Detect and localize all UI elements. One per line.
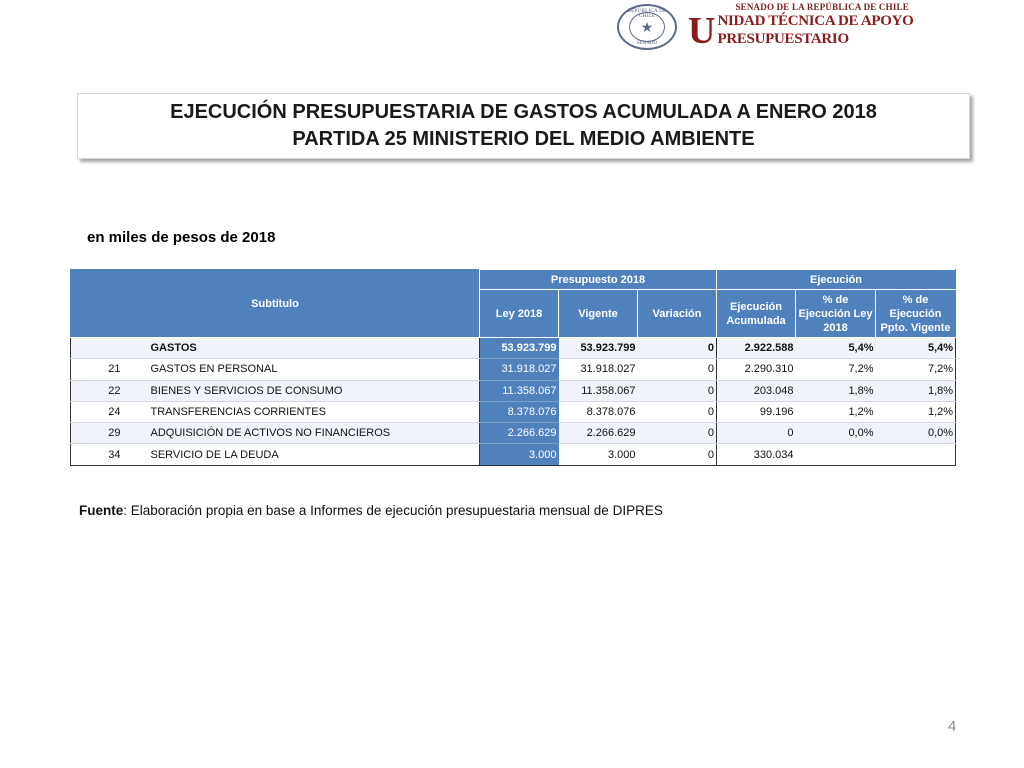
row-name: ADQUISICIÓN DE ACTIVOS NO FINANCIEROS	[146, 423, 480, 444]
row-name: TRANSFERENCIAS CORRIENTES	[146, 401, 480, 422]
row-ley: 3.000	[480, 444, 559, 465]
row-pct-ley: 7,2%	[796, 359, 876, 380]
seal-text-bottom: SENADO	[636, 41, 658, 46]
row-ejecucion-acumulada: 330.034	[717, 444, 796, 465]
row-ejecucion-acumulada: 99.196	[717, 401, 796, 422]
header-ejecucion-acumulada: Ejecución Acumulada	[717, 290, 796, 338]
table-row	[71, 401, 956, 422]
row-code: 34	[71, 444, 146, 465]
row-pct-vigente: 5,4%	[876, 338, 956, 359]
row-ejecucion-acumulada: 2.290.310	[717, 359, 796, 380]
title-box	[77, 93, 970, 159]
brand-logo	[688, 2, 1024, 52]
row-ley: 53.923.799	[480, 338, 559, 359]
star-icon: ★	[629, 12, 665, 42]
row-variacion: 0	[638, 338, 717, 359]
header-variacion: Variación	[638, 290, 717, 338]
row-pct-ley	[796, 444, 876, 465]
table-row	[71, 338, 956, 359]
header-pct-ley: % de Ejecución Ley 2018	[796, 290, 876, 338]
brand-bottom-line: NIDAD TÉCNICA DE APOYO PRESUPUESTARIO	[717, 13, 914, 47]
source-note	[79, 503, 663, 518]
table-row	[71, 380, 956, 401]
row-pct-vigente: 1,2%	[876, 401, 956, 422]
row-ejecucion-acumulada: 2.922.588	[717, 338, 796, 359]
brand-top-line: SENADO DE LA REPÚBLICA DE CHILE	[735, 2, 909, 12]
table-row	[71, 423, 956, 444]
header-pct-vigente: % de Ejecución Ppto. Vigente	[876, 290, 956, 338]
row-vigente: 31.918.027	[559, 359, 638, 380]
row-ley: 11.358.067	[480, 380, 559, 401]
title-line-1: EJECUCIÓN PRESUPUESTARIA DE GASTOS ACUMULADA A ENERO 2018	[170, 101, 877, 123]
budget-table	[70, 269, 956, 466]
row-vigente: 3.000	[559, 444, 638, 465]
row-variacion: 0	[638, 423, 717, 444]
source-text: : Elaboración propia en base a Informes de ejecución presupuestaria mensual de DIPRES	[123, 503, 663, 518]
row-variacion: 0	[638, 401, 717, 422]
row-name: GASTOS EN PERSONAL	[146, 359, 480, 380]
header-presupuesto-group: Presupuesto 2018	[480, 270, 717, 290]
source-label: Fuente	[79, 503, 124, 518]
row-vigente: 2.266.629	[559, 423, 638, 444]
row-variacion: 0	[638, 380, 717, 401]
row-ley: 2.266.629	[480, 423, 559, 444]
row-pct-vigente: 1,8%	[876, 380, 956, 401]
row-vigente: 11.358.067	[559, 380, 638, 401]
row-code: 21	[71, 359, 146, 380]
row-code	[71, 338, 146, 359]
row-code: 24	[71, 401, 146, 422]
row-code: 29	[71, 423, 146, 444]
row-pct-ley: 1,8%	[796, 380, 876, 401]
brand-initial: U	[688, 10, 716, 52]
row-pct-vigente	[876, 444, 956, 465]
row-variacion: 0	[638, 359, 717, 380]
header-ley: Ley 2018	[480, 290, 559, 338]
seal-text-top: REPÚBLICA DE CHILE	[627, 9, 667, 19]
row-vigente: 8.378.076	[559, 401, 638, 422]
row-pct-vigente: 0,0%	[876, 423, 956, 444]
title-line-2: PARTIDA 25 MINISTERIO DEL MEDIO AMBIENTE	[292, 128, 755, 150]
header-ejecucion-group: Ejecución	[717, 270, 956, 290]
units-label: en miles de pesos de 2018	[87, 229, 276, 246]
table-row	[71, 359, 956, 380]
row-name: SERVICIO DE LA DEUDA	[146, 444, 480, 465]
row-pct-ley: 5,4%	[796, 338, 876, 359]
senate-seal-logo	[617, 4, 677, 50]
row-ley: 31.918.027	[480, 359, 559, 380]
row-code: 22	[71, 380, 146, 401]
row-pct-ley: 1,2%	[796, 401, 876, 422]
header-subtitulo: Subtítulo	[71, 270, 480, 338]
row-pct-ley: 0,0%	[796, 423, 876, 444]
row-ley: 8.378.076	[480, 401, 559, 422]
row-variacion: 0	[638, 444, 717, 465]
row-name: GASTOS	[146, 338, 480, 359]
row-ejecucion-acumulada: 0	[717, 423, 796, 444]
header-vigente: Vigente	[559, 290, 638, 338]
row-vigente: 53.923.799	[559, 338, 638, 359]
row-ejecucion-acumulada: 203.048	[717, 380, 796, 401]
row-name: BIENES Y SERVICIOS DE CONSUMO	[146, 380, 480, 401]
table-row	[71, 444, 956, 465]
row-pct-vigente: 7,2%	[876, 359, 956, 380]
page-number: 4	[948, 718, 957, 735]
